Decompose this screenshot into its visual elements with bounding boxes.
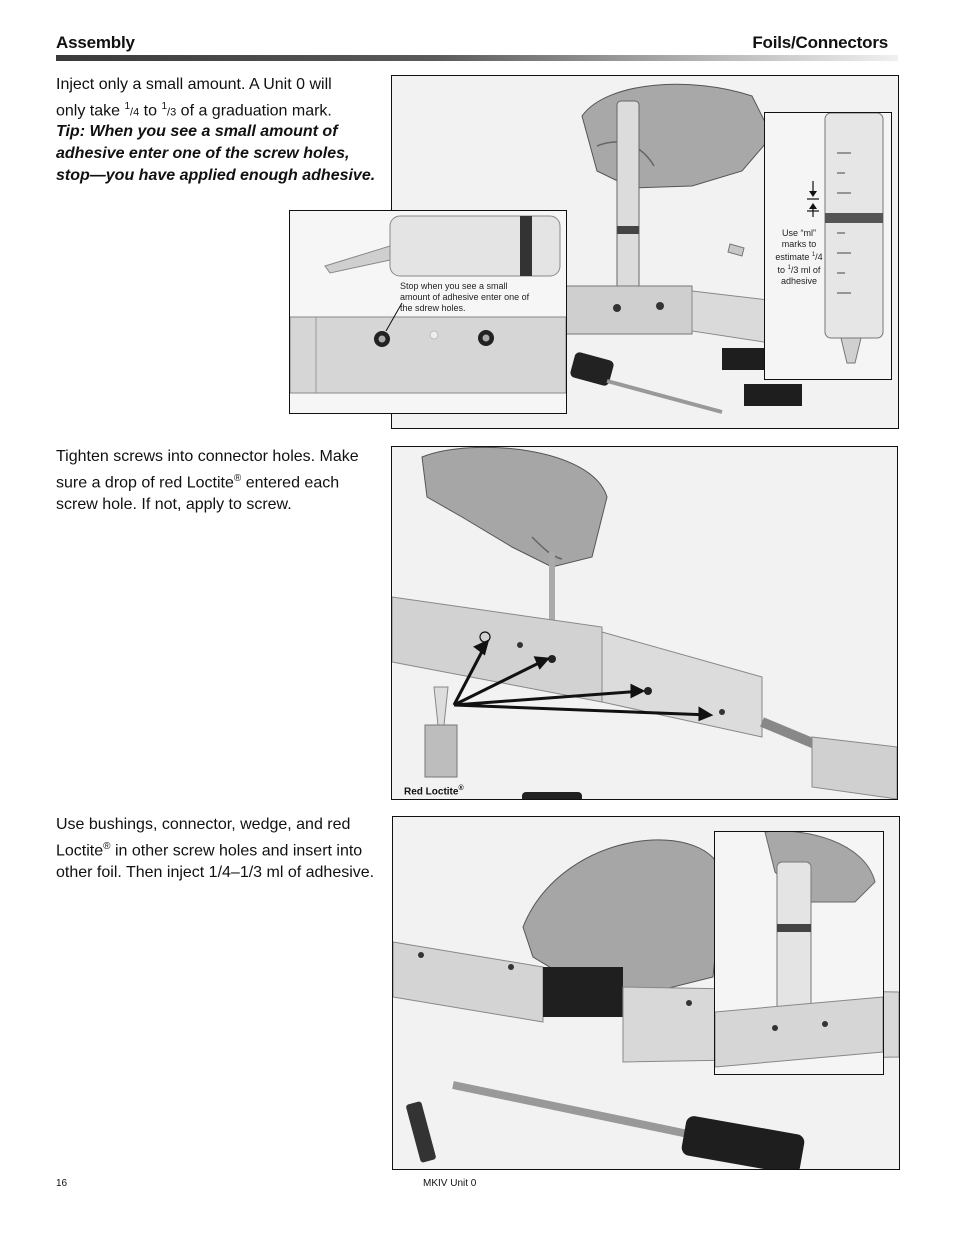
header-right-title: Foils/Connectors (752, 33, 888, 52)
inset-left-caption: Stop when you see a small amount of adhesive enter one of the sdrew holes. (400, 281, 530, 313)
page-number: 16 (56, 1178, 68, 1189)
step2-reg: ® (233, 473, 242, 484)
step3-inset-syringe (714, 831, 884, 1075)
step2-text-pre: Tighten screws into connector holes. Make sure a drop of red Loctite (56, 448, 359, 492)
step1-inset-syringe (764, 112, 892, 380)
step3-inset-illustration (715, 832, 883, 1074)
inset-right-caption (771, 228, 827, 287)
step2-photo-illustration (392, 447, 897, 799)
inset-right-frac2-den: /3 (790, 265, 799, 275)
step2-photo-label (404, 785, 464, 797)
step1-frac2-den: /3 (167, 106, 177, 119)
inset-right-frac1-num: 1 (811, 252, 816, 258)
red-loctite-reg: ® (458, 785, 464, 792)
step1-frac2-num: 1 (161, 101, 168, 112)
step1-instruction (56, 74, 376, 123)
inset-right-caption-3: ml of adhesive (780, 265, 821, 286)
inset-right-caption-2: to (777, 265, 788, 275)
step1-line1: Inject only a small amount. A Unit 0 will (56, 76, 332, 93)
step2-instruction (56, 446, 376, 516)
inset-right-frac1-den: /4 (815, 252, 823, 262)
step2-photo (391, 446, 898, 800)
red-loctite-label: Red Loctite (404, 786, 459, 798)
step1-inset-closeup (289, 210, 567, 414)
step1-to: to (139, 102, 162, 120)
header-rule (56, 55, 898, 61)
step3-text-post: in other screw holes and insert into other foil. Then inject 1/4–1/3 ml of adhesive. (56, 842, 375, 882)
inset-right-frac2-num: 1 (787, 265, 791, 271)
inset-right-caption-1: Use “ml” marks to estimate (775, 228, 817, 262)
step3-instruction (56, 814, 376, 884)
step1-tip: Tip: When you see a small amount of adhesive enter one of the screw holes, stop—you have applied enough adhesive. (56, 123, 376, 184)
step1-frac1-den: /4 (130, 106, 140, 119)
step3-text-pre: Use bushings, connector, wedge, and red Loctite (56, 816, 351, 860)
step3-reg: ® (103, 841, 111, 852)
header-left-title: Assembly (56, 33, 135, 52)
step2-text-post: entered each screw hole. If not, apply to screw. (56, 474, 340, 514)
step1-line2-post: of a graduation mark. (176, 102, 332, 120)
step1-frac1-num: 1 (124, 101, 131, 112)
step1-line2-pre: only take (56, 102, 125, 120)
doc-title: MKIV Unit 0 (423, 1178, 477, 1189)
